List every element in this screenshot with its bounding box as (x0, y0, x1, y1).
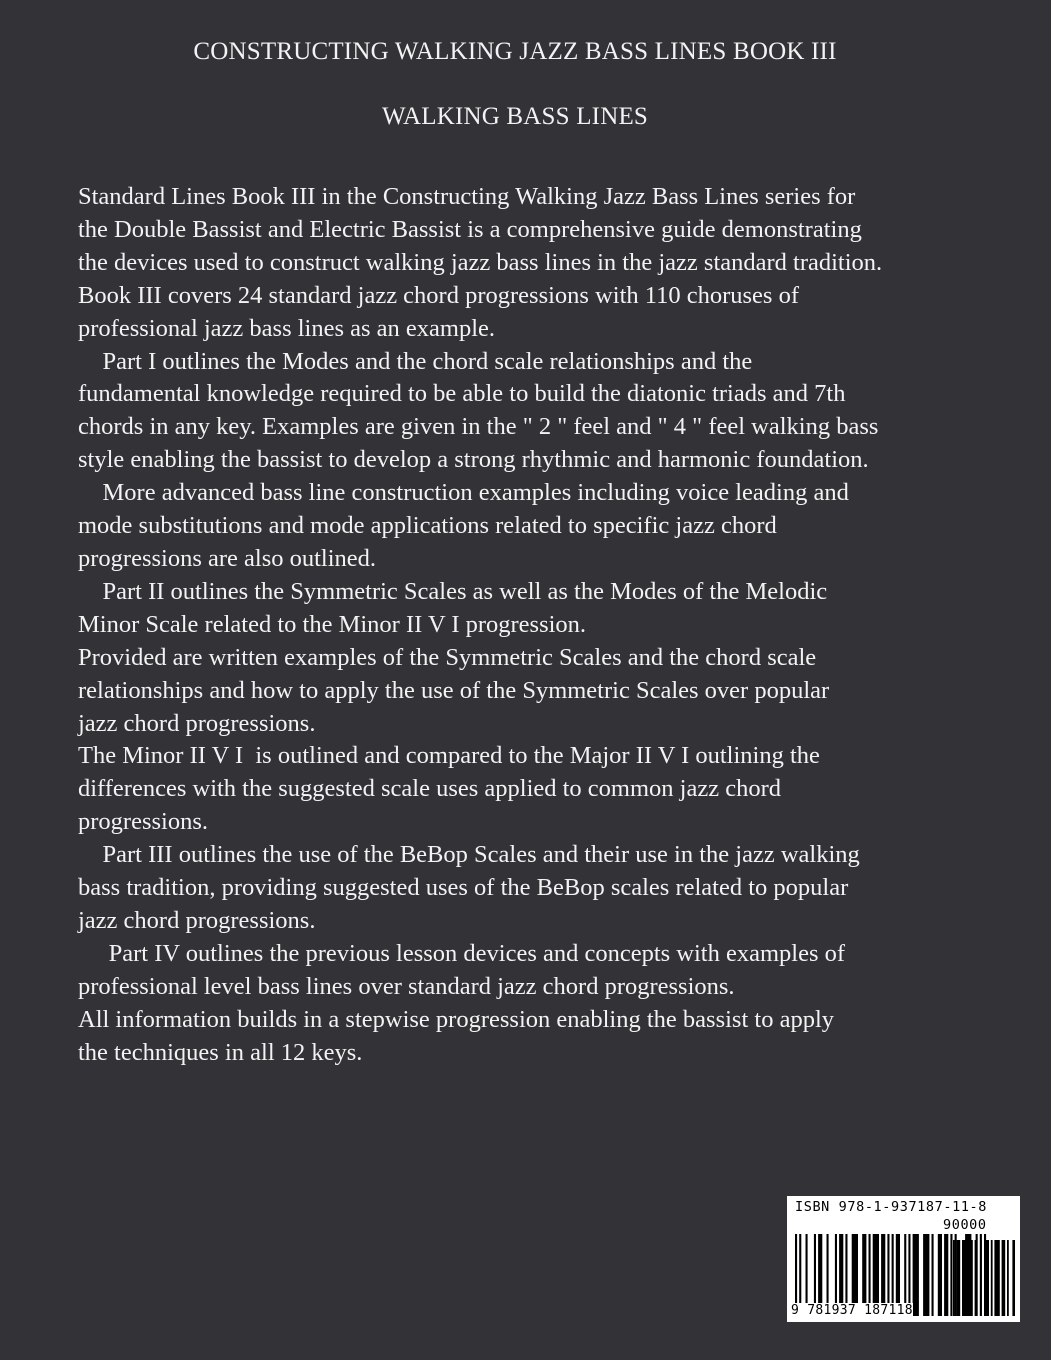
book-title: CONSTRUCTING WALKING JAZZ BASS LINES BOOK III (193, 38, 837, 65)
barcode-addon-bar (1002, 1240, 1006, 1316)
isbn-label: ISBN 978-1-937187-11-8 (795, 1199, 988, 1215)
section-title: WALKING BASS LINES (381, 103, 649, 130)
description-body (78, 181, 958, 1069)
barcode-bar (938, 1234, 942, 1316)
barcode-digits: 9 781937 187118 (791, 1303, 913, 1318)
paragraph-advanced: More advanced bass line construction examples including voice leading and mode substitutions and mode applications related to specific jazz chord progressions are also outlined. (78, 479, 849, 572)
paragraph-part-1: Part I outlines the Modes and the chord scale relationships and the fundamental knowledge required to be able to build the diatonic triads and 7th chords in any key. Examples are given in the " 2 " feel and " 4 " feel walking bass style enabling the bassist to develop a strong rhythmic and harmonic foundation. (78, 347, 879, 474)
barcode-addon-bar (985, 1240, 989, 1316)
barcode-addon-bar (980, 1240, 982, 1316)
paragraph-part-2: Part II outlines the Symmetric Scales as well as the Modes of the Melodic Minor Scale related to the Minor II V I progression. (78, 577, 828, 638)
barcode-addon-bar (957, 1240, 961, 1316)
price-code: 90000 (943, 1217, 987, 1233)
barcode-bar (955, 1234, 957, 1316)
barcode-bar (913, 1234, 919, 1316)
barcode-addon-bar (975, 1240, 977, 1316)
isbn-barcode (787, 1196, 1020, 1322)
barcode-bar (950, 1234, 952, 1316)
paragraph-symmetric: Provided are written examples of the Symmetric Scales and the chord scale relationships and how to apply the use of the Symmetric Scales over popular jazz chord progressions. (78, 643, 830, 737)
barcode-bar (944, 1234, 948, 1316)
barcode-addon-bar (994, 1240, 999, 1316)
paragraph-conclusion: All information builds in a stepwise progression enabling the bassist to apply the techniques in all 12 keys. (78, 1005, 834, 1066)
barcode-addon-bar (967, 1240, 972, 1316)
barcode-addon-bar (1007, 1240, 1009, 1316)
paragraph-intro: Standard Lines Book III in the Constructing Walking Jazz Bass Lines series for the Double Bassist and Electric Bassist is a comprehensive guide demonstrating the devices used to construct walking jazz bass lines in the jazz standard tradition. Book III covers 24 standard jazz chord progressions with 110 choruses of professional jazz bass lines as an example. (78, 183, 883, 342)
barcode-addon-bar (953, 1240, 955, 1316)
barcode-addon-bar (991, 1240, 993, 1316)
barcode-addon-bar (1012, 1240, 1015, 1316)
barcode-bar (932, 1234, 934, 1316)
paragraph-part-3: Part III outlines the use of the BeBop Scales and their use in the jazz walking bass tradition, providing suggested uses of the BeBop scales related to popular jazz chord progressions. (78, 841, 860, 934)
barcode-addon-bar (962, 1240, 966, 1316)
paragraph-part-4: Part IV outlines the previous lesson devices and concepts with examples of professional level bass lines over standard jazz chord progressions. (78, 939, 846, 1000)
paragraph-minor-251: The Minor II V I is outlined and compared to the Major II V I outlining the differences with the suggested scale uses applied to common jazz chord progressions. (78, 742, 820, 836)
barcode-bar (923, 1234, 929, 1316)
